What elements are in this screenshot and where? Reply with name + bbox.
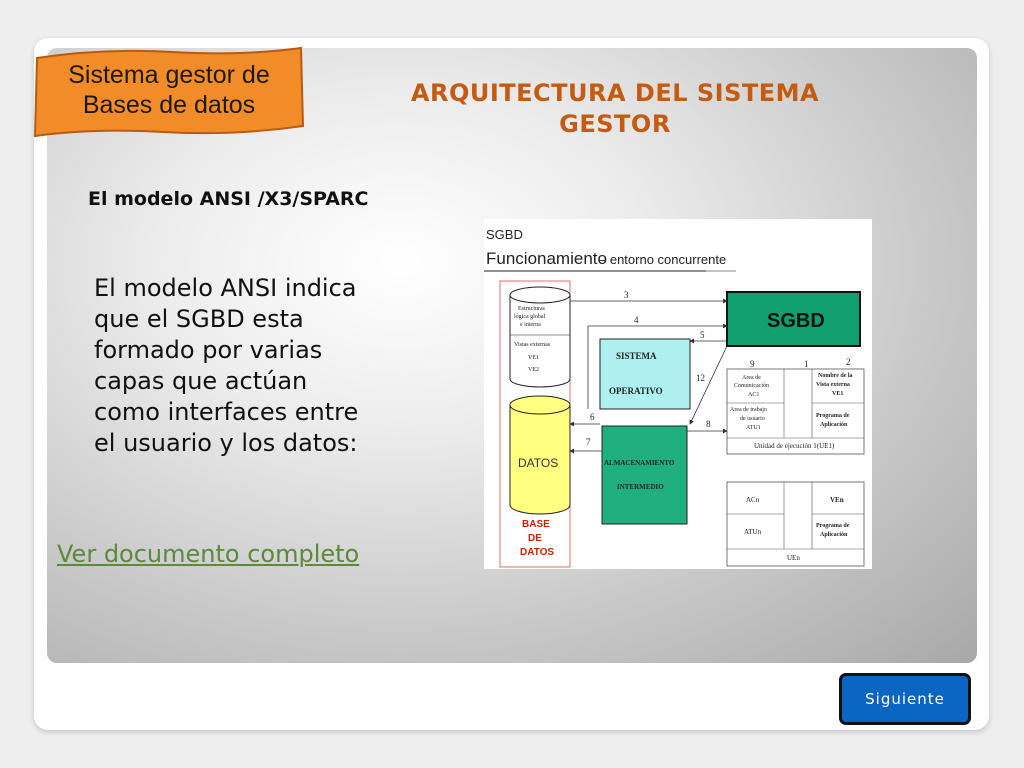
tag-line-2: Bases de datos [82,91,256,119]
cyl-top-line: Vistas externas [514,342,551,348]
arrow-number: 5 [700,330,705,340]
body-line: capas que actúan [94,367,308,395]
ue1-block [727,369,864,454]
ue1-view-line: VE1 [832,391,844,397]
storage-line-1: ALMACENAMIENTO [604,459,675,467]
cyl-top-line: VE1 [528,355,539,361]
next-button[interactable]: Siguiente [839,673,971,725]
data-cylinder [510,396,570,514]
body-paragraph [94,273,404,459]
tag-line-1: Sistema gestor de [68,61,270,89]
db-caption: DATOS [520,547,555,558]
ue1-comm-line: AC1 [748,392,760,398]
arrow-number: 1 [804,359,809,369]
arrow-number: 7 [586,437,591,447]
uen-ven: VEn [830,496,844,504]
body-line: que el SGBD esta [94,305,304,333]
arrow-number: 4 [634,315,639,325]
slide-title [380,78,850,140]
db-caption: DE [528,533,542,544]
ue1-comm-line: Comunicación [734,383,769,389]
arrow-number: 6 [590,412,595,422]
body-line: el usuario y los datos: [94,429,358,457]
cyl-top-line: lógica global [514,314,546,320]
ue1-work-line: ATU1 [746,425,761,431]
ue1-comm-line: Area de [742,375,761,381]
architecture-diagram [484,219,872,569]
ue1-footer: Unidad de ejecución 1(UE1) [754,442,835,450]
section-tag [33,44,305,140]
uen-atun: ATUn [744,528,762,536]
body-line: El modelo ANSI indica [94,274,357,302]
operating-system-box [600,339,690,409]
ue1-work-line: Area de trabajo [730,407,767,413]
ue1-view-line: Nombre de la [818,373,853,379]
slide-subtitle: El modelo ANSI /X3/SPARC [88,188,369,210]
diagram-heading-sub: – entorno concurrente [599,252,727,267]
body-line: formado por varias [94,336,323,364]
db-caption: BASE [522,519,550,530]
diagram-header: SGBD [486,227,523,242]
title-line-2: GESTOR [559,110,671,138]
body-line: como interfaces entre [94,398,359,426]
cyl-top-line: VE2 [528,367,539,373]
ue1-program-line: Programa de [816,413,850,419]
arrow-number: 2 [846,357,851,367]
storage-box [602,426,687,524]
uen-acn: ACn [746,496,760,504]
uen-block [727,482,864,566]
view-document-link[interactable]: Ver documento completo [57,540,360,568]
ue1-program-line: Aplicación [820,422,848,428]
storage-line-2: INTERMEDIO [617,483,664,491]
arrow-number: 8 [706,419,711,429]
cyl-top-line: e interna [520,322,541,328]
tag-text [33,60,305,120]
top-cylinder [510,287,570,387]
diagram-svg [484,219,872,569]
arrow-number: 12 [696,373,705,383]
os-line-2: OPERATIVO [609,386,663,396]
ue1-view-line: Vista externa [816,382,850,388]
ue1-work-line: de usuario [740,416,765,422]
uen-program-line: Programa de [816,523,850,529]
uen-footer: UEn [787,554,800,562]
os-line-1: SISTEMA [616,351,657,361]
uen-program-line: Aplicación [820,532,848,538]
cyl-top-line: Estructuras [518,306,545,312]
arrow-number: 9 [750,359,755,369]
diagram-heading-main: Funcionamiento [486,249,607,268]
data-cylinder-label: DATOS [518,456,559,470]
arrow-number: 3 [624,290,629,300]
sgbd-box-label: SGBD [767,310,825,332]
title-line-1: ARQUITECTURA DEL SISTEMA [410,79,820,107]
